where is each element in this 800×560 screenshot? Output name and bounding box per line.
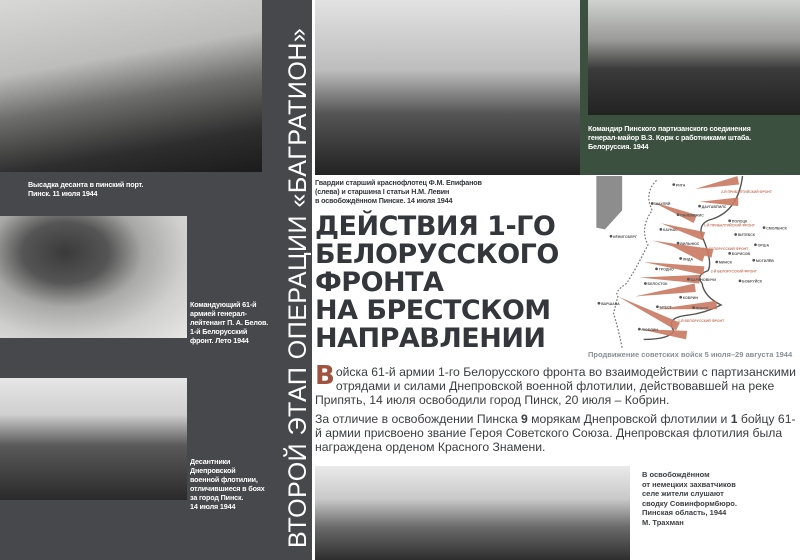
city-label: ПАНЕВЕЖИС: [680, 213, 704, 218]
title-line: НА БРЕСТСКОМ: [315, 295, 551, 326]
city-label: КОБРИН: [682, 295, 698, 300]
city-label: ОРША: [757, 243, 770, 248]
title-line: БЕЛОРУССКОГО: [315, 239, 559, 270]
city-dot: [655, 268, 658, 271]
caption-landing: Высадка десанта в пинский порт. Пинск. 11 июля 1944: [28, 180, 144, 198]
city-label: БОРИСОВ: [731, 252, 751, 257]
caption-paratroopers: Десантники Днепровской военной флотилии, отличившиеся в боях за город Пинск. 14 июля 1944: [190, 457, 265, 511]
front-label: 1-Й БЕЛОРУССКИЙ ФРОНТ: [678, 319, 725, 324]
front-label: 3-Й БЕЛОРУССКИЙ ФРОНТ: [702, 246, 749, 251]
p2-text-c: бойцу 61-й армии присвоено звание Героя Советского Союза. Днепровская флотилия была награждена орденом Красного Знамени.: [315, 412, 796, 454]
city-dot: [651, 202, 654, 205]
city-label: ШАУЛЯЙ: [654, 202, 671, 207]
city-dot: [698, 205, 701, 208]
city-dot: [679, 257, 682, 260]
city-dot: [692, 306, 695, 309]
p2-text-a: За отличие в освобождении Пинска: [315, 412, 521, 426]
city-label: БЕЛОСТОК: [647, 282, 668, 287]
city-label: ВИТЕБСК: [737, 233, 755, 238]
city-dot: [659, 228, 662, 231]
soldier-count: 1: [730, 412, 738, 426]
caption-belov: Командующий 61-й армией генерал- лейтенант П. А. Белов. 1-й Белорусский фронт. Лето 1944: [190, 300, 269, 345]
city-dot: [763, 226, 766, 229]
city-dot: [752, 259, 755, 262]
page-title: [315, 213, 585, 353]
city-label: РИГА: [675, 183, 686, 188]
city-label: ПОЛОЦК: [731, 219, 748, 224]
front-label: 2-Й БЕЛОРУССКИЙ ФРОНТ: [710, 269, 757, 274]
body-text: [315, 361, 800, 459]
city-dot: [610, 235, 613, 238]
city-label: БАРАНОВИЧИ: [690, 277, 717, 282]
map-caption: Продвижение советских войск 5 июля–29 августа 1944: [588, 350, 793, 359]
city-dot: [672, 183, 675, 186]
photo-guards: [315, 0, 580, 175]
city-label: ВАРШАВА: [601, 302, 620, 306]
front-label: 2-Й ПРИБАЛТИЙСКИЙ ФРОНТ: [721, 190, 773, 195]
city-label: БОБРУЙСК: [742, 279, 763, 284]
p2-text-b: морякам Днепровской флотилии и: [527, 412, 731, 426]
city-dot: [728, 252, 731, 255]
caption-korzh: Командир Пинского партизанского соединения генерал-майор В.З. Корж с работниками штаба. Белоруссия. 1944: [588, 124, 751, 151]
city-dot: [677, 213, 680, 216]
city-dot: [687, 278, 690, 281]
front-label: 1-Й ПРИБАЛТИЙСКИЙ ФРОНТ: [703, 223, 755, 228]
city-dot: [754, 243, 757, 246]
city-label: ГРОДНО: [658, 267, 674, 272]
city-label: КЁНИГСБЕРГ: [613, 234, 638, 239]
city-dot: [679, 296, 682, 299]
city-label: МОГИЛЁВ: [755, 259, 774, 263]
city-dot: [677, 242, 680, 245]
photo-korzh: [588, 0, 800, 115]
paragraph-1-text: ойска 61-й армии 1-го Белорусского фронта во взаимодействии с партизанскими отрядами и силами Днепровской военной флотилии, действовавшей на реке Припять, 14 июля освободили город Пинск, 20 июля – Кобрин.: [315, 365, 796, 407]
city-dot: [715, 261, 718, 264]
city-dot: [644, 282, 647, 285]
city-dot: [598, 302, 601, 305]
photo-paratroopers: [0, 378, 187, 500]
city-dot: [728, 219, 731, 222]
city-label: ДАУГАВПИЛС: [701, 204, 727, 209]
sailors-count: 9: [521, 412, 528, 426]
city-label: МИНСК: [718, 260, 732, 265]
front-map: [592, 176, 787, 348]
drop-cap: В: [315, 361, 335, 391]
caption-guards: Гвардии старший краснофлотец Ф.М. Епифанов (слева) и старшина I статьи Н.М. Левин в освобождённом Пинске. 14 июля 1944: [315, 178, 482, 205]
city-label: ЛЮБЛИН: [641, 327, 658, 332]
paragraph-1: [315, 361, 800, 407]
title-line: ДЕЙСТВИЯ 1-ГО: [315, 211, 556, 242]
photo-belov: [0, 216, 187, 338]
city-label: СМОЛЕНСК: [766, 226, 787, 231]
city-label: ВИЛЬНЮС: [680, 241, 700, 246]
city-dot: [739, 280, 742, 283]
city-label: ЛИДА: [682, 257, 694, 262]
vertical-title: ВТОРОЙ ЭТАП ОПЕРАЦИИ «БАГРАТИОН»: [284, 27, 312, 548]
caption-village: В освобождённом от немецких захватчиков селе жители слушают сводку Совинформбюро. Пинская область, 1944 М. Трахман: [642, 470, 737, 527]
paragraph-2: [315, 412, 800, 454]
title-line: ФРОНТА: [315, 267, 444, 298]
photo-village: [315, 466, 630, 560]
city-label: КАУНАС: [663, 228, 678, 233]
photo-landing: [0, 0, 262, 172]
city-dot: [656, 305, 659, 308]
city-label: ПИНСК: [695, 306, 709, 311]
city-label: БРЕСТ: [659, 305, 672, 310]
city-dot: [638, 328, 641, 331]
city-dot: [734, 233, 737, 236]
title-line: НАПРАВЛЕНИИ: [315, 323, 546, 354]
